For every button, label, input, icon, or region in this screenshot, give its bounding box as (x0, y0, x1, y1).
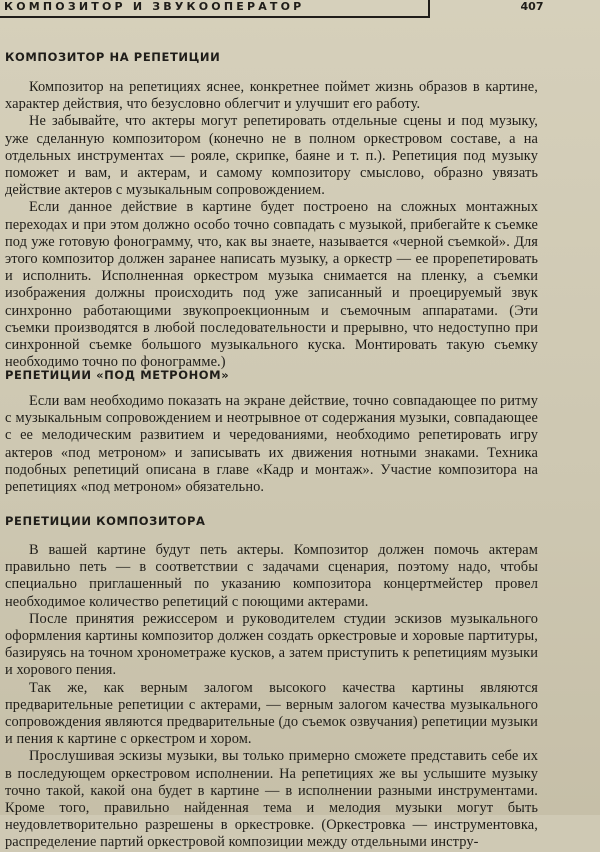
paragraph: В вашей картине будут петь актеры. Композитор должен помочь актерам правильно петь — в соответствии с задачами сценария, поэтому надо, чтобы специально приглашенный по указанию композитора концертмейстер провел необходимое количество репетиций с поющими актерами. (5, 542, 538, 610)
section-heading-metronome: РЕПЕТИЦИИ «ПОД МЕТРОНОМ» (5, 368, 230, 382)
section-heading-composer-at-rehearsal: КОМПОЗИТОР НА РЕПЕТИЦИИ (5, 50, 221, 64)
paragraph: Если данное действие в картине будет построено на сложных монтажных переходах и при этом должно особо точно совпадать с музыкой, прибегайте к съемке под уже готовую фонограмму, что, как вы знаете, называется «черной съемкой». Для этого композитор должен заранее написать музыку, а оркестр — ее прорепетировать и исполнить. Исполненная оркестром музыка снимается на пленку, а съемки изображения должны происходить под уже записанный и проецируемый звук синхронно работающими звукопроекционным и съемочным аппаратами. (Эти съемки производятся в любой последовательности и прерывно, что недоступно при синхронной съемке большого музыкального куска. Монтировать такую съемку необходимо точно по фонограмме.) (5, 199, 538, 371)
section-composer-rehearsals (5, 542, 538, 852)
section-heading-composer-rehearsals: РЕПЕТИЦИИ КОМПОЗИТОРА (5, 514, 206, 528)
running-head: КОМПОЗИТОР И ЗВУКООПЕРАТОР (0, 0, 430, 18)
page-number: 407 (520, 0, 544, 13)
section-metronome (5, 393, 538, 496)
paragraph: Если вам необходимо показать на экране действие, точно совпадающее по ритму с музыкальным сопровождением и неотрывное от содержания музыки, совпадающее с ее мелодическим развитием и чередованиями, необходимо репетировать игру актеров «под метроном» и записывать их движения нотными знаками. Техника подобных репетиций описана в главе «Кадр и монтаж». Участие композитора на репетициях «под метроном» обязательно. (5, 393, 538, 496)
paragraph: Композитор на репетициях яснее, конкретнее поймет жизнь образов в картине, характер действия, что безусловно облегчит и улучшит его работу. (5, 79, 538, 113)
paragraph: Так же, как верным залогом высокого качества картины являются предварительные репетиции с актерами, — верным залогом качества музыкального сопровождения являются предварительные (до съемок озвучания) репетиции музыки и пения к картине с оркестром и хором. (5, 679, 538, 748)
paragraph: Не забывайте, что актеры могут репетировать отдельные сцены и под музыку, уже сделанную композитором (конечно не в полном оркестровом составе, а на отдельных инструментах — рояле, скрипке, баяне и т. п.). Репетиция под музыку поможет и вам, и актерам, и самому композитору смысловo, образно увязать действие актеров с музыкальным сопровождением. (5, 113, 538, 199)
paragraph: После принятия режиссером и руководителем студии эскизов музыкального оформления картины композитор должен создать оркестровые и хоровые партитуры, базируясь на точном хронометраже кусков, а затем приступить к репетициям музыки и хорового пения. (5, 610, 538, 679)
paragraph: Прослушивая эскизы музыки, вы только примерно сможете представить себе их в последующем оркестровом исполнении. На репетициях же вы услышите музыку точно такой, какой она будет в картине — в исполнении разными инструментами. Кроме того, правильно найденная тема и мелодия музыки могут быть неудовлетворительно разрешены в оркестровке. (Оркестровка — инструментовка, распределение партий оркестровой композиции между отдельными инстру- (5, 748, 538, 851)
section-composer-at-rehearsal (5, 79, 538, 371)
